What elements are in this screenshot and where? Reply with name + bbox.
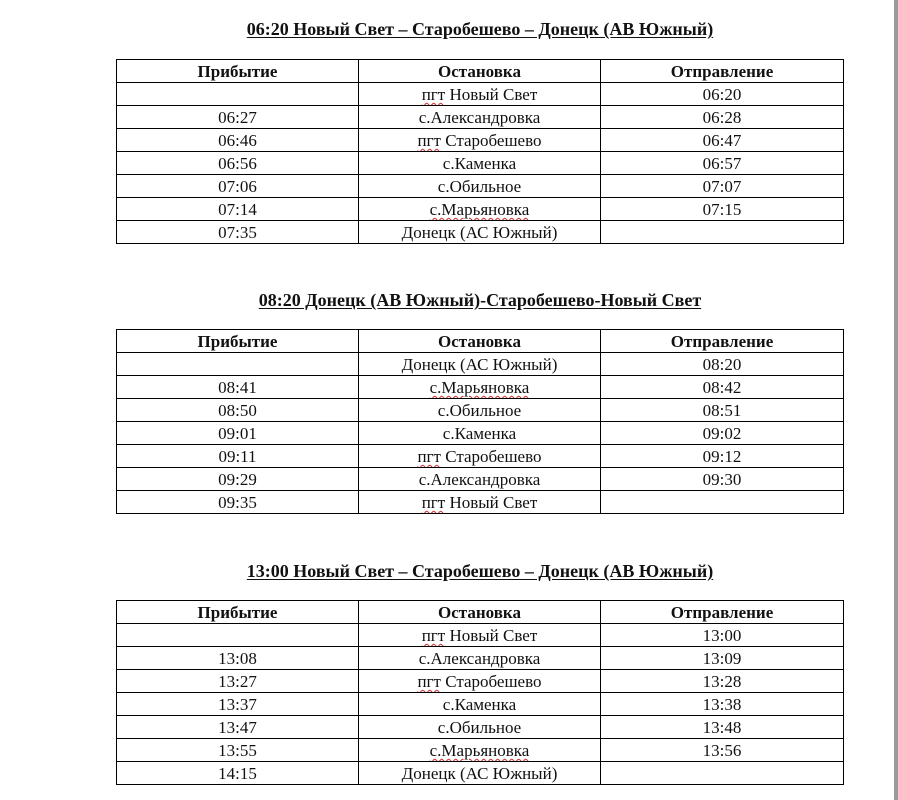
- arrival-header: Прибытие: [117, 60, 359, 83]
- arrival-cell: 08:41: [117, 376, 359, 399]
- table-row: [117, 491, 844, 514]
- stop-cell: [359, 762, 601, 785]
- arrival-cell: 06:27: [117, 106, 359, 129]
- stop-name: с.Обильное: [437, 401, 522, 420]
- stop-name: Старобешево: [440, 672, 542, 691]
- table-row: [117, 647, 844, 670]
- stop-cell: [359, 353, 601, 376]
- stop-cell: [359, 152, 601, 175]
- stop-name: Новый Свет: [445, 626, 538, 645]
- page-edge: [894, 0, 898, 800]
- stop-cell: [359, 221, 601, 244]
- stop-cell: [359, 399, 601, 422]
- departure-cell: 08:20: [601, 353, 844, 376]
- timetable: [116, 329, 844, 514]
- table-row: [117, 175, 844, 198]
- arrival-cell: 09:11: [117, 445, 359, 468]
- departure-cell: 13:48: [601, 716, 844, 739]
- arrival-header: Прибытие: [117, 330, 359, 353]
- arrival-cell: 14:15: [117, 762, 359, 785]
- arrival-cell: 09:29: [117, 468, 359, 491]
- departure-cell: 07:07: [601, 175, 844, 198]
- stop-name: с.Каменка: [442, 424, 517, 443]
- stop-header: Остановка: [359, 601, 601, 624]
- stop-prefix: пгт: [417, 672, 441, 691]
- table-row: [117, 106, 844, 129]
- stop-name: с.Александровка: [418, 649, 541, 668]
- table-row: [117, 716, 844, 739]
- departure-cell: 06:57: [601, 152, 844, 175]
- departure-cell: 06:20: [601, 83, 844, 106]
- stop-name: Донецк (АС Южный): [401, 223, 558, 242]
- stop-cell: [359, 106, 601, 129]
- arrival-cell: 13:55: [117, 739, 359, 762]
- arrival-cell: 07:06: [117, 175, 359, 198]
- departure-cell: 08:51: [601, 399, 844, 422]
- stop-name: с.Каменка: [442, 695, 517, 714]
- stop-cell: [359, 739, 601, 762]
- table-row: [117, 762, 844, 785]
- route-title: 13:00 Новый Свет – Старобешево – Донецк (АВ Южный): [246, 561, 714, 581]
- stop-cell: [359, 422, 601, 445]
- arrival-cell: 13:37: [117, 693, 359, 716]
- stop-prefix: с.Марьяновка: [429, 378, 530, 397]
- arrival-header: Прибытие: [117, 601, 359, 624]
- table-header-row: [117, 330, 844, 353]
- departure-cell: 13:38: [601, 693, 844, 716]
- table-row: [117, 739, 844, 762]
- table-row: [117, 198, 844, 221]
- stop-cell: [359, 129, 601, 152]
- arrival-cell: [117, 624, 359, 647]
- arrival-cell: 13:47: [117, 716, 359, 739]
- stop-name: Донецк (АС Южный): [401, 764, 558, 783]
- stop-cell: [359, 647, 601, 670]
- table-row: [117, 422, 844, 445]
- departure-cell: [601, 762, 844, 785]
- departure-cell: 09:30: [601, 468, 844, 491]
- stop-prefix: пгт: [417, 447, 441, 466]
- table-row: [117, 353, 844, 376]
- stop-cell: [359, 376, 601, 399]
- stop-prefix: с.Марьяновка: [429, 741, 530, 760]
- table-row: [117, 376, 844, 399]
- table-row: [117, 670, 844, 693]
- stop-name: с.Обильное: [437, 177, 522, 196]
- stop-cell: [359, 445, 601, 468]
- stop-cell: [359, 83, 601, 106]
- departure-header: Отправление: [601, 330, 844, 353]
- arrival-cell: 09:01: [117, 422, 359, 445]
- table-row: [117, 468, 844, 491]
- table-row: [117, 693, 844, 716]
- departure-cell: [601, 221, 844, 244]
- stop-name: Старобешево: [440, 131, 542, 150]
- departure-cell: 13:56: [601, 739, 844, 762]
- departure-cell: 06:47: [601, 129, 844, 152]
- arrival-cell: 13:27: [117, 670, 359, 693]
- stop-name: с.Обильное: [437, 718, 522, 737]
- stop-name: Старобешево: [440, 447, 542, 466]
- departure-cell: 13:09: [601, 647, 844, 670]
- stop-header: Остановка: [359, 330, 601, 353]
- arrival-cell: 06:56: [117, 152, 359, 175]
- table-row: [117, 83, 844, 106]
- departure-cell: 13:28: [601, 670, 844, 693]
- departure-cell: 07:15: [601, 198, 844, 221]
- departure-cell: 13:00: [601, 624, 844, 647]
- arrival-cell: 07:14: [117, 198, 359, 221]
- departure-header: Отправление: [601, 60, 844, 83]
- departure-cell: 09:02: [601, 422, 844, 445]
- stop-header: Остановка: [359, 60, 601, 83]
- timetable: [116, 600, 844, 785]
- stop-prefix: с.Марьяновка: [429, 200, 530, 219]
- stop-cell: [359, 175, 601, 198]
- timetable: [116, 59, 844, 244]
- stop-name: с.Александровка: [418, 108, 541, 127]
- departure-cell: 09:12: [601, 445, 844, 468]
- stop-prefix: пгт: [421, 626, 446, 645]
- stop-prefix: пгт: [417, 131, 441, 150]
- stop-prefix: пгт: [421, 493, 446, 512]
- table-header-row: [117, 601, 844, 624]
- stop-name: с.Александровка: [418, 470, 541, 489]
- table-row: [117, 624, 844, 647]
- departure-cell: 08:42: [601, 376, 844, 399]
- arrival-cell: 09:35: [117, 491, 359, 514]
- stop-name: Донецк (АС Южный): [401, 355, 558, 374]
- arrival-cell: 08:50: [117, 399, 359, 422]
- stop-cell: [359, 198, 601, 221]
- arrival-cell: [117, 353, 359, 376]
- table-row: [117, 445, 844, 468]
- table-row: [117, 152, 844, 175]
- arrival-cell: 06:46: [117, 129, 359, 152]
- table-header-row: [117, 60, 844, 83]
- route-title: 06:20 Новый Свет – Старобешево – Донецк (АВ Южный): [246, 19, 714, 39]
- arrival-cell: 13:08: [117, 647, 359, 670]
- stop-name: Новый Свет: [445, 85, 538, 104]
- table-row: [117, 221, 844, 244]
- stop-cell: [359, 491, 601, 514]
- table-row: [117, 129, 844, 152]
- stop-prefix: пгт: [421, 85, 446, 104]
- departure-cell: 06:28: [601, 106, 844, 129]
- table-row: [117, 399, 844, 422]
- departure-cell: [601, 491, 844, 514]
- arrival-cell: 07:35: [117, 221, 359, 244]
- arrival-cell: [117, 83, 359, 106]
- stop-name: с.Каменка: [442, 154, 517, 173]
- stop-cell: [359, 716, 601, 739]
- stop-cell: [359, 624, 601, 647]
- stop-name: Новый Свет: [445, 493, 538, 512]
- stop-cell: [359, 468, 601, 491]
- route-title: 08:20 Донецк (АВ Южный)-Старобешево-Новый Свет: [258, 290, 702, 310]
- stop-cell: [359, 670, 601, 693]
- departure-header: Отправление: [601, 601, 844, 624]
- stop-cell: [359, 693, 601, 716]
